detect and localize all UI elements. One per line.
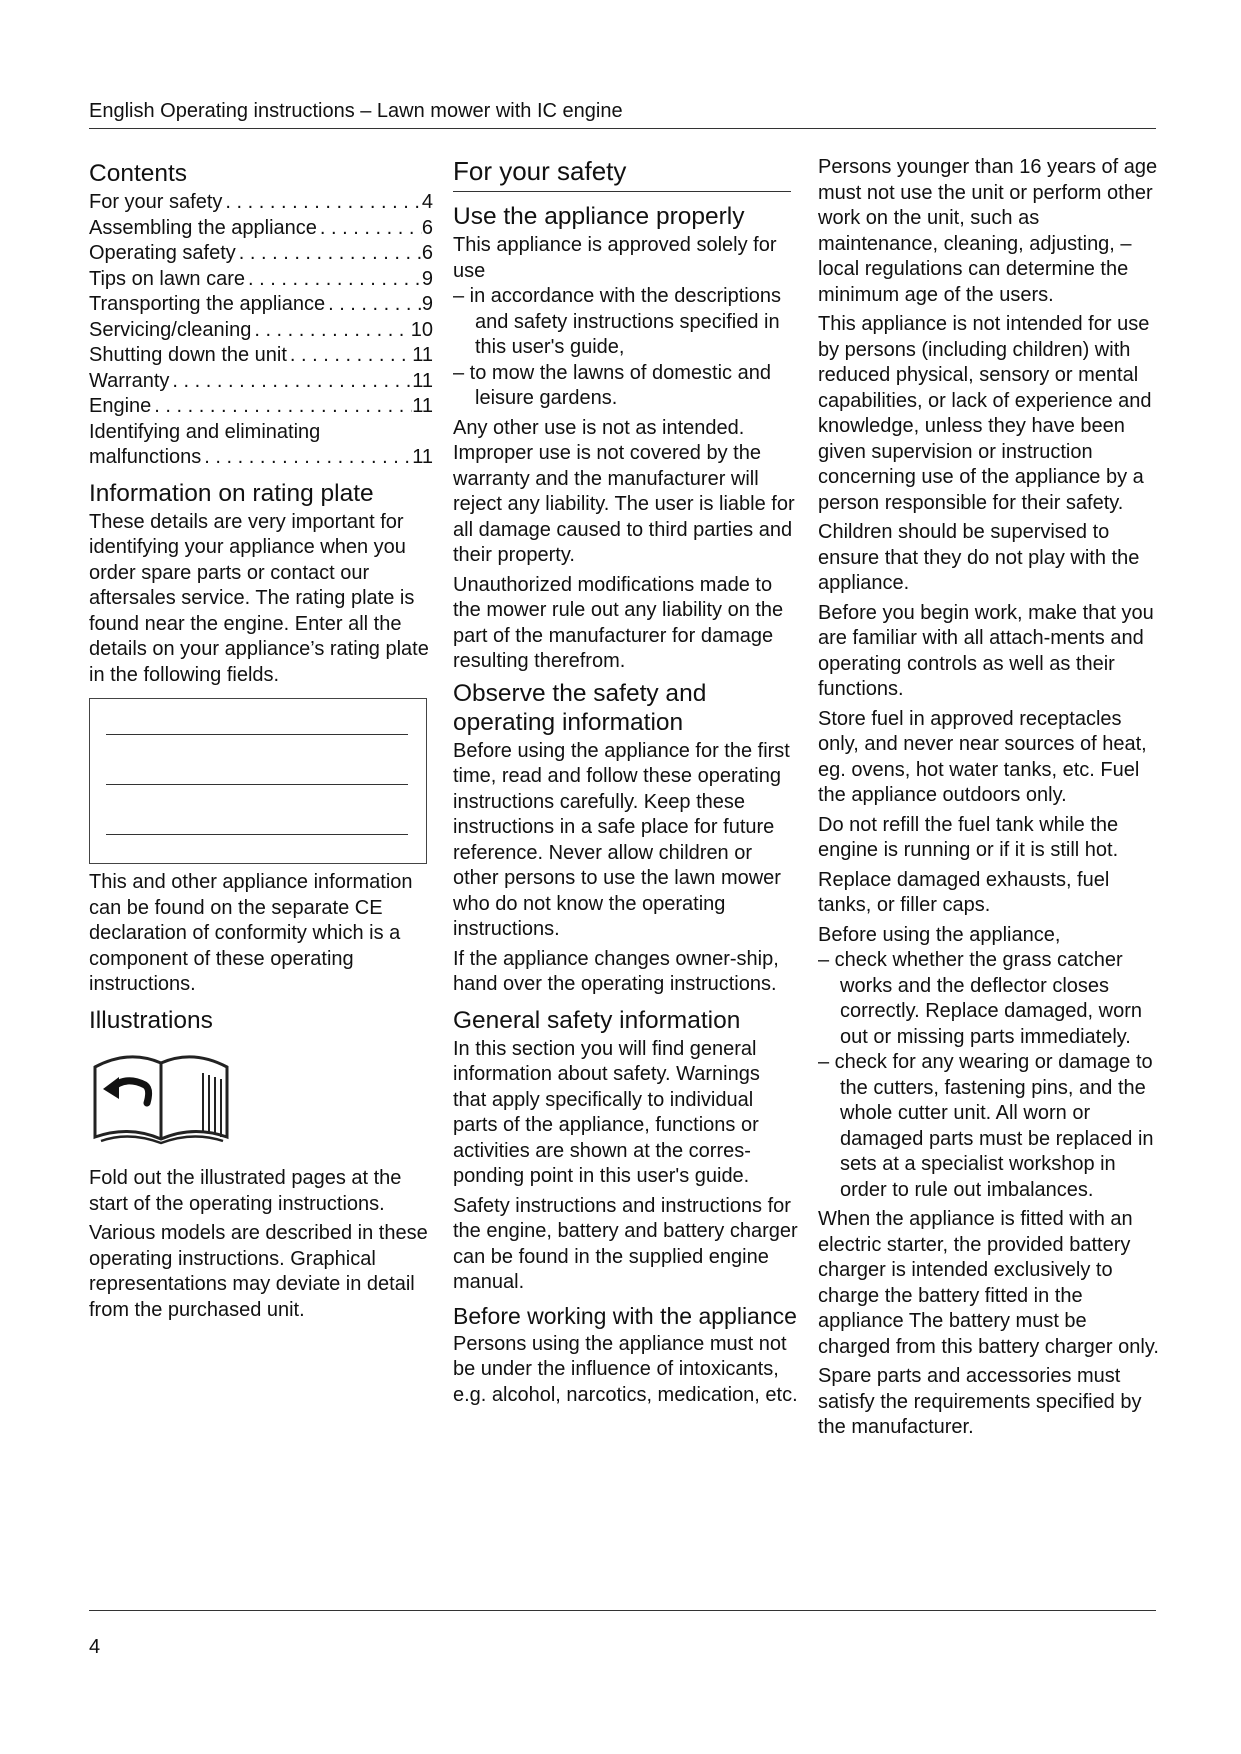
rating-plate-line[interactable]	[106, 784, 408, 785]
use-paragraph: Any other use is not as intended. Improper use is not covered by the warranty and the manufacturer will reject any liability. The user is liable for all damage caused to third parties and their property.	[453, 416, 795, 566]
column-middle	[453, 155, 798, 1412]
toc-item-multiline[interactable]	[89, 420, 433, 471]
page-number: 4	[89, 1636, 101, 1658]
toc-label: For your safety	[89, 191, 223, 213]
rating-plate-line[interactable]	[106, 834, 408, 835]
toc-item[interactable]	[89, 318, 433, 344]
observe-paragraph: If the appliance changes owner-ship, hand over the operating instructions.	[453, 947, 779, 995]
toc-page: 11	[412, 395, 433, 417]
header-rule	[89, 128, 1156, 129]
toc-item[interactable]	[89, 369, 433, 395]
toc-item[interactable]	[89, 190, 433, 216]
safety-paragraph: Store fuel in approved receptacles only, and never near sources of heat, eg. ovens, hot water tanks, etc. Fuel the appliance outdoors only.	[818, 707, 1147, 806]
toc-item[interactable]	[89, 216, 433, 242]
safety-paragraph: Before using the appliance,	[818, 923, 1061, 946]
toc-label: Identifying and eliminating	[89, 420, 321, 443]
toc-page: 11	[412, 344, 433, 366]
safety-paragraph: Spare parts and accessories must satisfy the requirements specified by the manufacturer.	[818, 1365, 1142, 1438]
rating-plate-intro: These details are very important for identifying your appliance when you order spare parts or contact our aftersales service. The rating plate is found near the engine. Enter all the details on your appliance’s rating plate in the following fields.	[89, 510, 429, 686]
contents-list	[89, 190, 433, 471]
open-book-icon	[89, 1045, 234, 1145]
toc-leader	[251, 318, 410, 344]
column-left	[89, 155, 433, 1327]
toc-leader	[287, 343, 412, 369]
toc-page: 9	[421, 293, 433, 315]
contents-heading: Contents	[89, 160, 188, 187]
illustrations-heading: Illustrations	[89, 1006, 213, 1034]
use-properly-heading: Use the appliance properly	[453, 203, 745, 230]
use-intro: This appliance is approved solely for use	[453, 234, 777, 282]
toc-leader	[222, 190, 421, 216]
safety-paragraph: Persons younger than 16 years of age must not use the unit or perform other work on the unit, such as maintenance, cleaning, adjusting, – local regulations can determine the minimum age of the users.	[818, 156, 1158, 306]
toc-label: Assembling the appliance	[89, 216, 317, 239]
general-safety-paragraph: Safety instructions and instructions for the engine, battery and battery charger can be found in the supplied engine manual.	[453, 1194, 798, 1293]
rating-plate-note: This and other appliance information can be found on the separate CE declaration of conformity which is a component of these operating instructions.	[89, 871, 413, 995]
toc-page: 6	[421, 242, 433, 264]
safety-paragraph: Replace damaged exhausts, fuel tanks, or filler caps.	[818, 868, 1110, 916]
use-list-item: – to mow the lawns of domestic and leisure gardens.	[453, 361, 771, 409]
running-header: English Operating instructions – Lawn mower with IC engine	[89, 100, 623, 122]
observe-heading: Observe the safety and operating information	[453, 679, 707, 736]
toc-leader	[151, 394, 412, 420]
toc-page: 10	[410, 318, 433, 341]
illustrations-text: Various models are described in these operating instructions. Graphical representations may deviate in detail from the purchased unit.	[89, 1222, 428, 1321]
toc-item[interactable]	[89, 267, 433, 293]
rating-plate-line[interactable]	[106, 734, 408, 735]
toc-label: Tips on lawn care	[89, 267, 245, 290]
toc-page: 4	[421, 191, 433, 213]
toc-item[interactable]	[89, 241, 433, 267]
toc-leader	[169, 369, 412, 395]
check-list-item: – check for any wearing or damage to the cutters, fastening pins, and the whole cutter unit. All worn or damaged parts must be replaced in sets at a specialist workshop in order to rule out imbalances.	[818, 1051, 1154, 1201]
toc-label: Operating safety	[89, 242, 236, 264]
safety-paragraph: Do not refill the fuel tank while the engine is running or if it is still hot.	[818, 813, 1119, 861]
footer-rule	[89, 1610, 1156, 1611]
safety-paragraph: Before you begin work, make that you are familiar with all attach-ments and operating controls as well as their functions.	[818, 601, 1154, 700]
safety-heading: For your safety	[453, 155, 791, 192]
illustrations-text: Fold out the illustrated pages at the start of the operating instructions.	[89, 1167, 402, 1215]
before-working-paragraph: Persons using the appliance must not be under the influence of intoxicants, e.g. alcohol, narcotics, medication, etc.	[453, 1332, 798, 1406]
safety-paragraph: Children should be supervised to ensure that they do not play with the appliance.	[818, 521, 1140, 594]
check-list-item: – check whether the grass catcher works and the deflector closes correctly. Replace damaged, worn out or missing parts immediately.	[818, 949, 1142, 1048]
toc-label: Shutting down the unit	[89, 344, 287, 366]
toc-label: Transporting the appliance	[89, 293, 326, 315]
toc-item[interactable]	[89, 343, 433, 369]
safety-paragraph: When the appliance is fitted with an electric starter, the provided battery charger is intended exclusively to charge the battery fitted in the appliance The battery must be charged from this battery charger only.	[818, 1208, 1159, 1358]
before-working-heading: Before working with the appliance	[453, 1302, 797, 1329]
toc-leader	[325, 292, 422, 318]
general-safety-heading: General safety information	[453, 1006, 741, 1034]
toc-page: 9	[421, 267, 433, 290]
use-paragraph: Unauthorized modifications made to the mower rule out any liability on the part of the manufacturer for damage resulting therefrom.	[453, 573, 784, 672]
toc-leader	[236, 241, 422, 267]
toc-label: malfunctions	[89, 446, 202, 468]
toc-leader	[317, 216, 422, 242]
toc-page: 6	[421, 216, 433, 239]
toc-label: Servicing/cleaning	[89, 318, 252, 341]
toc-leader	[245, 267, 422, 293]
toc-leader	[201, 445, 412, 471]
safety-paragraph: This appliance is not intended for use by persons (including children) with reduced physical, sensory or mental capabilities, or lack of experience and knowledge, unless they have been given supervision or instruction concerning use of the appliance by a person responsible for their safety.	[818, 313, 1152, 514]
use-list-item: – in accordance with the descriptions and safety instructions specified in this user's guide,	[453, 285, 781, 358]
rating-plate-heading: Information on rating plate	[89, 479, 374, 507]
general-safety-paragraph: In this section you will find general information about safety. Warnings that apply specifically to individual parts of the appliance, functions or activities are shown at the corres-ponding point in this user's guide.	[453, 1037, 760, 1187]
toc-item[interactable]	[89, 394, 433, 420]
toc-page: 11	[412, 446, 433, 468]
observe-paragraph: Before using the appliance for the first time, read and follow these operating instructions carefully. Keep these instructions in a safe place for future reference. Never allow children or other persons to use the lawn mower who do not know the operating instructions.	[453, 739, 790, 940]
toc-item[interactable]	[89, 292, 433, 318]
toc-label: Engine	[89, 395, 152, 417]
toc-page: 11	[412, 369, 433, 392]
toc-label: Warranty	[89, 369, 170, 392]
column-right	[818, 155, 1163, 1445]
rating-plate-fields[interactable]	[89, 698, 427, 864]
